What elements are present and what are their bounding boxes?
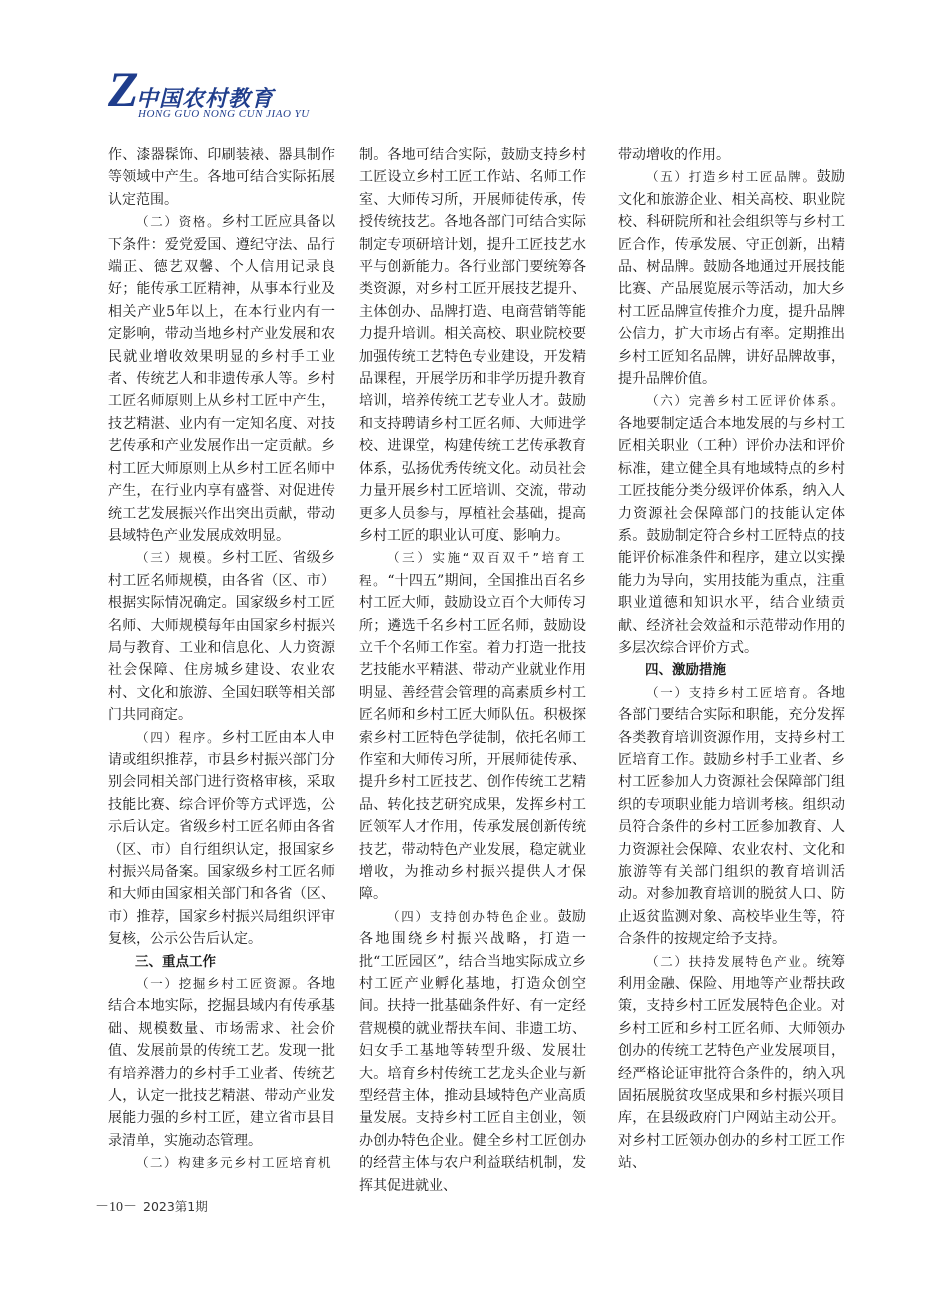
paragraph-body: 鼓励各地围绕乡村振兴战略，打造一批“工匠园区”，结合当地实际成立乡村工匠产业孵化基地，打造众创空间。扶持一批基础条件好、有一定经营规模的就业帮扶车间、非遗工坊、妇女手工基地等转型升级、发展壮大。培育乡村传统工艺龙头企业与新型经营主体，推动县域特色产业高质量发展。支持乡村工匠自主创业，领办创办特色企业。健全乡村工匠创办的经营主体与农户利益联结机制，发挥其促进就业、 bbox=[359, 908, 586, 1194]
journal-pinyin: HONG GUO NONG CUN JIAO YU bbox=[138, 108, 310, 120]
journal-title: 中国农村教育 bbox=[136, 86, 275, 112]
logo-letter: Z bbox=[108, 61, 139, 117]
subheading: （三）规模。 bbox=[136, 550, 222, 566]
subheading: （一）支持乡村工匠培育。 bbox=[646, 684, 817, 700]
paragraph-body: 乡村工匠由本人申请或组织推荐，市县乡村振兴部门分别会同相关部门进行资格审核，采取技能比赛、综合评价等方式评选，公示后认定。省级乡村工匠名师由各省（区、市）自行组织认定，报国家乡村振兴局备案。国家级乡村工匠名师和大师由国家相关部门和各省（区、市）推荐，国家乡村振兴局组织评审复核，公示公告后认定。 bbox=[108, 729, 335, 948]
subheading: （六）完善乡村工匠评价体系。 bbox=[646, 393, 845, 409]
subheading: （一）挖掘乡村工匠资源。 bbox=[136, 976, 307, 992]
paragraph bbox=[108, 1152, 335, 1174]
paragraph bbox=[108, 973, 335, 1152]
paragraph: 作、漆器髹饰、印刷装裱、器具制作等领域中产生。各地可结合实际拓展认定范围。 bbox=[108, 147, 335, 208]
paragraph bbox=[359, 906, 586, 1197]
page-number: －10－ bbox=[95, 1200, 137, 1215]
subheading: （四）支持创办特色企业。 bbox=[387, 908, 558, 924]
paragraph: 带动增收的作用。 bbox=[618, 147, 730, 163]
text-column-1 bbox=[108, 144, 335, 1204]
section-heading: 三、重点工作 bbox=[135, 953, 216, 970]
subheading: （二）资格。 bbox=[136, 214, 222, 230]
section-heading: 四、激励措施 bbox=[645, 662, 726, 679]
subheading: （二）构建多元乡村工匠培育机 bbox=[136, 1155, 333, 1171]
text-column-2 bbox=[359, 144, 586, 1204]
paragraph bbox=[359, 547, 586, 906]
paragraph bbox=[618, 390, 845, 659]
subheading: （四）程序。 bbox=[136, 729, 222, 745]
paragraph-body: 各地各部门要结合实际和职能，充分发挥各类教育培训资源作用，支持乡村工匠培育工作。鼓励乡村手工业者、乡村工匠参加人力资源社会保障部门组织的专项职业能力培训考核。组织动员符合条件的乡村工匠参加教育、人力资源社会保障、农业农村、文化和旅游等有关部门组织的教育培训活动。对参加教育培训的脱贫人口、防止返贫监测对象、高校毕业生等，符合条件的按规定给予支持。 bbox=[618, 684, 845, 948]
paragraph bbox=[108, 727, 335, 951]
paragraph-body: 统筹利用金融、保险、用地等产业帮扶政策，支持乡村工匠发展特色企业。对乡村工匠和乡村工匠名师、大师领办创办的传统工艺特色产业发展项目，经严格论证审批符合条件的，纳入巩固拓展脱贫攻坚成果和乡村振兴项目库，在县级政府门户网站主动公开。对乡村工匠领办创办的乡村工匠工作站、 bbox=[618, 953, 845, 1172]
paragraph bbox=[618, 166, 845, 390]
paragraph-body: 乡村工匠应具备以下条件：爱党爱国、遵纪守法、品行端正、德艺双馨、个人信用记录良好；能传承工匠精神，从事本行业及相关产业5年以上，在本行业内有一定影响，带动当地乡村产业发展和农民就业增收效果明显的乡村手工业者、传统艺人和非遗传承人等。乡村工匠名师原则上从乡村工匠中产生，技艺精湛、业内有一定知名度、对技艺传承和产业发展作出一定贡献。乡村工匠大师原则上从乡村工匠名师中产生，在行业内享有盛誉、对促进传统工艺发展振兴作出突出贡献，带动县域特色产业发展成效明显。 bbox=[108, 214, 335, 544]
paragraph bbox=[618, 951, 845, 1175]
journal-masthead bbox=[108, 61, 368, 128]
subheading: （三）实施“双百双千”培育工程。 bbox=[359, 550, 586, 588]
text-column-3 bbox=[618, 144, 845, 1204]
paragraph-body: 各地结合本地实际，挖掘县域内有传承基础、规模数量、市场需求、社会价值、发展前景的传统工艺。发现一批有培养潜力的乡村手工业者、传统艺人，认定一批技艺精湛、带动产业发展能力强的乡村工匠，建立省市县目录清单，实施动态管理。 bbox=[108, 976, 335, 1149]
page-footer bbox=[95, 1196, 208, 1216]
subheading: （二）扶持发展特色产业。 bbox=[646, 953, 817, 969]
paragraph-body: 乡村工匠、省级乡村工匠名师规模，由各省（区、市）根据实际情况确定。国家级乡村工匠名师、大师规模每年由国家乡村振兴局与教育、工业和信息化、人力资源社会保障、住房城乡建设、农业农村、文化和旅游、全国妇联等相关部门共同商定。 bbox=[108, 550, 335, 724]
paragraph-body: 各地要制定适合本地发展的与乡村工匠相关职业（工种）评价办法和评价标准，建立健全具有地域特点的乡村工匠技能分类分级评价体系，纳入人力资源社会保障部门的技能认定体系。鼓励制定符合乡村工匠特点的技能评价标准条件和程序，建立以实操能力为导向，实用技能为重点，注重职业道德和知识水平，结合业绩贡献、经济社会效益和示范带动作用的多层次综合评价方式。 bbox=[618, 415, 845, 656]
issue-label: 2023第1期 bbox=[143, 1199, 208, 1214]
paragraph bbox=[618, 682, 845, 951]
paragraph-body: “十四五”期间，全国推出百名乡村工匠大师，鼓励设立百个大师传习所；遴选千名乡村工匠名师，鼓励设立千个名师工作室。着力打造一批技艺技能水平精湛、带动产业就业作用明显、善经营会管理的高素质乡村工匠名师和乡村工匠大师队伍。积极探索乡村工匠特色学徒制，依托名师工作室和大师传习所，开展师徒传承、提升乡村工匠技艺、创作传统工艺精品、转化技艺研究成果，发挥乡村工匠领军人才作用，传承发展创新传统技艺，带动特色产业发展，稳定就业增收，为推动乡村振兴提供人才保障。 bbox=[359, 572, 586, 903]
paragraph: 制。各地可结合实际，鼓励支持乡村工匠设立乡村工匠工作站、名师工作室、大师传习所，开展师徒传承，传授传统技艺。各地各部门可结合实际制定专项研培计划，提升工匠技艺水平与创新能力。各行业部门要统筹各类资源，对乡村工匠开展技艺提升、主体创办、品牌打造、电商营销等能力提升培训。相关高校、职业院校要加强传统工艺特色专业建设，开发精品课程，开展学历和非学历提升教育培训，培养传统工艺专业人才。鼓励和支持聘请乡村工匠名师、大师进学校、进课堂，构建传统工艺传承教育体系，弘扬优秀传统文化。动员社会力量开展乡村工匠培训、交流，带动更多人员参与，厚植社会基础，提高乡村工匠的职业认可度、影响力。 bbox=[359, 147, 586, 544]
paragraph-body: 鼓励文化和旅游企业、相关高校、职业院校、科研院所和社会组织等与乡村工匠合作，传承发展、守正创新，出精品、树品牌。鼓励各地通过开展技能比赛、产品展览展示等活动，加大乡村工匠品牌宣传推介力度，提升品牌公信力，扩大市场占有率。定期推出乡村工匠知名品牌，讲好品牌故事，提升品牌价值。 bbox=[618, 169, 845, 388]
paragraph bbox=[108, 211, 335, 547]
subheading: （五）打造乡村工匠品牌。 bbox=[646, 169, 817, 185]
paragraph bbox=[108, 547, 335, 726]
